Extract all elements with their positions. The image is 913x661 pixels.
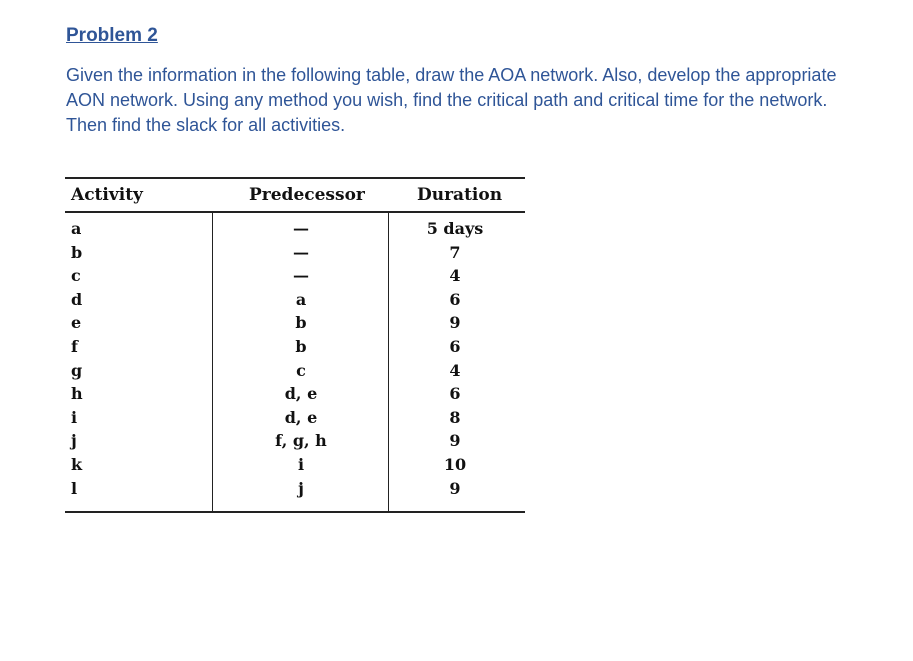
header-activity: Activity (71, 185, 143, 205)
duration-cell: 9 (449, 478, 461, 498)
duration-cell: 9 (449, 431, 461, 451)
duration-cell: 8 (449, 407, 461, 427)
table-row (65, 288, 525, 312)
activity-cell: k (71, 454, 83, 474)
activity-cell: a (71, 219, 82, 238)
activity-cell: e (71, 313, 82, 333)
predecessor-cell: d, e (284, 384, 318, 404)
table-row (65, 311, 525, 335)
predecessor-cell: b (295, 336, 307, 356)
duration-cell: 6 (449, 336, 461, 356)
header-predecessor: Predecessor (249, 185, 365, 205)
table-top-rule (65, 177, 525, 179)
activity-cell: c (71, 266, 81, 286)
table-row (65, 359, 525, 383)
duration-cell: 9 (449, 313, 461, 333)
table-row (65, 217, 525, 241)
duration-cell: 6 (449, 289, 461, 309)
table-header-rule (65, 211, 525, 213)
table-row (65, 382, 525, 406)
table-row (65, 406, 525, 430)
predecessor-cell: a (295, 289, 307, 309)
duration-cell: 10 (443, 454, 467, 474)
activity-cell: l (71, 478, 78, 498)
activity-cell: h (71, 384, 83, 404)
predecessor-cell: — (293, 242, 309, 262)
duration-cell: 4 (449, 266, 461, 286)
predecessor-cell: c (296, 360, 306, 380)
predecessor-cell: f, g, h (275, 431, 327, 451)
activity-cell: g (71, 360, 83, 380)
table-bottom-rule (65, 511, 525, 513)
activity-cell: d (71, 289, 83, 309)
table-row (65, 429, 525, 453)
predecessor-cell: j (298, 478, 304, 498)
duration-cell: 4 (449, 360, 461, 380)
predecessor-cell: i (297, 454, 305, 474)
predecessor-cell: — (293, 266, 309, 286)
table-row (65, 264, 525, 288)
duration-cell: 7 (449, 242, 461, 262)
table-row (65, 453, 525, 477)
predecessor-cell: b (295, 313, 307, 333)
header-duration: Duration (417, 185, 503, 205)
predecessor-cell: d, e (284, 407, 318, 427)
table-body (65, 217, 525, 500)
duration-cell: 6 (449, 384, 461, 404)
activity-cell: i (71, 407, 78, 427)
table-row (65, 335, 525, 359)
table-row (65, 241, 525, 265)
table-row (65, 477, 525, 501)
predecessor-cell: — (293, 219, 309, 238)
activity-cell: b (71, 242, 83, 262)
activity-cell: j (71, 431, 77, 451)
problem-statement: Given the information in the following table, draw the AOA network. Also, develop the appropriate AON network. Using any method you wish, find the critical path and critical time for the network. Then find the slack for all activities. (66, 65, 837, 135)
problem-title: Problem 2 (66, 25, 158, 46)
duration-cell: 5 days (426, 219, 484, 238)
activity-cell: f (71, 336, 78, 356)
